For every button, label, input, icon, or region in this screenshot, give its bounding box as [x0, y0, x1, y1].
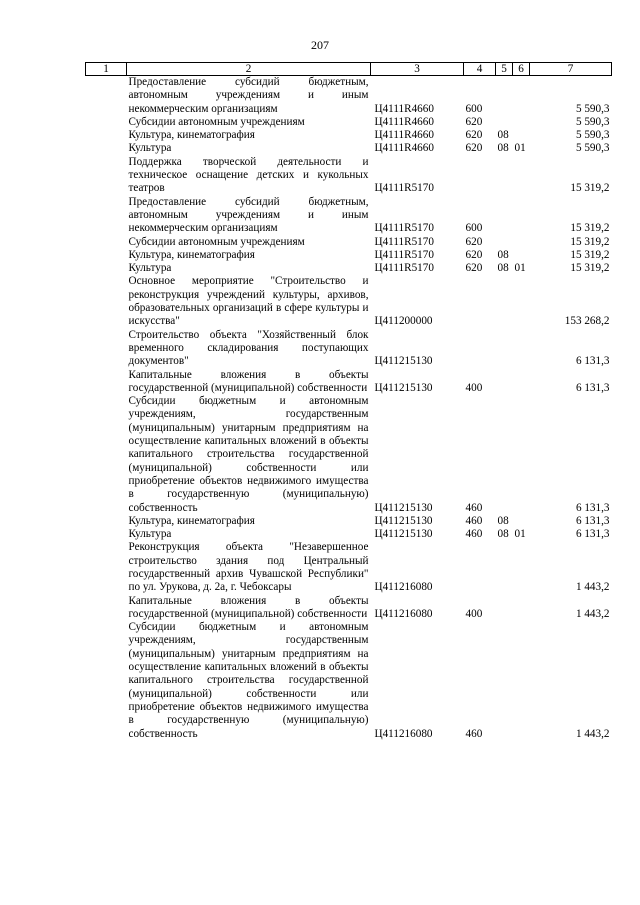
row-col5	[496, 76, 513, 116]
row-amount: 1 443,2	[575, 607, 610, 620]
row-name: Реконструкция объекта "Незавершенное строительство здания под Центральный государственный архив Чувашской Республики" по ул. Урукова, д. 2а, г. Чебоксары	[128, 541, 369, 594]
table-header-row	[86, 63, 612, 76]
row-code: Ц411215130	[374, 528, 433, 541]
row-empty-cell	[86, 156, 127, 196]
row-empty-cell	[86, 395, 127, 515]
row-col6	[513, 236, 530, 249]
row-amount: 153 268,2	[564, 315, 610, 328]
row-col4: 620	[465, 262, 483, 275]
row-amount: 5 590,3	[575, 142, 610, 155]
row-amount: 6 131,3	[575, 514, 610, 527]
row-col5	[496, 156, 513, 196]
row-empty-cell	[86, 76, 127, 116]
row-col5: 08	[497, 514, 509, 527]
row-col6	[513, 369, 530, 396]
table-row	[86, 129, 612, 142]
table-row	[86, 395, 612, 515]
row-empty-cell	[86, 196, 127, 236]
row-col5	[496, 621, 513, 741]
row-amount: 5 590,3	[575, 102, 610, 115]
header-col-4: 4	[464, 63, 496, 76]
row-col6: 01	[514, 528, 526, 541]
row-name: Культура	[128, 528, 172, 541]
row-code: Ц4111R4660	[374, 129, 434, 142]
row-col4	[464, 541, 496, 594]
row-empty-cell	[86, 528, 127, 541]
row-col5	[496, 369, 513, 396]
row-code: Ц4111R5170	[374, 222, 434, 235]
row-col4: 460	[465, 727, 483, 740]
row-empty-cell	[86, 515, 127, 528]
row-code: Ц4111R5170	[374, 262, 434, 275]
row-name: Субсидии автономным учреждениям	[128, 235, 305, 248]
row-col4	[464, 156, 496, 196]
row-code: Ц411215130	[374, 381, 433, 394]
row-amount: 1 443,2	[575, 581, 610, 594]
table-row	[86, 595, 612, 622]
row-amount: 6 131,3	[575, 501, 610, 514]
row-col6	[513, 621, 530, 741]
row-col6	[513, 196, 530, 236]
row-col4: 620	[465, 129, 483, 142]
budget-table	[85, 62, 612, 741]
row-empty-cell	[86, 116, 127, 129]
row-col6	[513, 116, 530, 129]
table-row	[86, 528, 612, 541]
row-code: Ц4111R5170	[374, 248, 434, 261]
row-col6	[513, 76, 530, 116]
page-number: 207	[311, 38, 329, 52]
row-code: Ц411215130	[374, 514, 433, 527]
row-code: Ц4111R4660	[374, 102, 434, 115]
row-code: Ц411215130	[374, 501, 433, 514]
row-col5	[496, 275, 513, 328]
table-row	[86, 236, 612, 249]
table-row	[86, 515, 612, 528]
header-col-1: 1	[86, 63, 127, 76]
row-empty-cell	[86, 262, 127, 275]
row-col6	[513, 329, 530, 369]
row-amount: 6 131,3	[575, 528, 610, 541]
row-col6	[513, 515, 530, 528]
row-name: Строительство объекта "Хозяйственный блок временного складирования поступающих документов"	[128, 328, 369, 368]
row-name: Капитальные вложения в объекты государственной (муниципальной) собственности	[128, 368, 369, 394]
table-row	[86, 621, 612, 741]
row-code: Ц411216080	[374, 607, 433, 620]
row-empty-cell	[86, 621, 127, 741]
row-col4	[464, 329, 496, 369]
row-name: Культура	[128, 142, 172, 155]
row-col4: 460	[465, 501, 483, 514]
row-name: Культура	[128, 262, 172, 275]
row-col6	[513, 595, 530, 622]
table-row	[86, 541, 612, 594]
row-code: Ц4111R5170	[374, 235, 434, 248]
row-amount: 15 319,2	[570, 235, 610, 248]
row-col5	[496, 595, 513, 622]
row-col4: 400	[465, 381, 483, 394]
row-col6: 01	[514, 262, 526, 275]
row-col5: 08	[497, 248, 509, 261]
row-code: Ц411200000	[374, 315, 433, 328]
row-col6	[513, 541, 530, 594]
table-row	[86, 156, 612, 196]
row-col4: 620	[465, 115, 483, 128]
row-col4: 620	[465, 142, 483, 155]
row-col4: 620	[465, 235, 483, 248]
header-col-7: 7	[530, 63, 612, 76]
row-amount: 6 131,3	[575, 381, 610, 394]
row-col4: 600	[465, 222, 483, 235]
row-amount: 5 590,3	[575, 129, 610, 142]
row-code: Ц411216080	[374, 727, 433, 740]
row-empty-cell	[86, 249, 127, 262]
row-code: Ц4111R5170	[374, 182, 434, 195]
row-name: Культура, кинематография	[128, 129, 255, 142]
table-row	[86, 369, 612, 396]
header-col-3: 3	[371, 63, 464, 76]
row-col5: 08	[497, 262, 509, 275]
row-name: Субсидии бюджетным и автономным учреждениям, государственным (муниципальным) унитарным предприятиям на осуществление капитальных вложений в объекты капитального строительства государственной (муниципальной) собственности или приобретение объектов недвижимого имущества в государственную (муниципальную) собственность	[128, 621, 369, 740]
row-empty-cell	[86, 329, 127, 369]
row-col5	[496, 196, 513, 236]
row-empty-cell	[86, 236, 127, 249]
row-col4: 460	[465, 514, 483, 527]
row-col4: 400	[465, 607, 483, 620]
row-name: Субсидии бюджетным и автономным учреждениям, государственным (муниципальным) унитарным предприятиям на осуществление капитальных вложений в объекты капитального строительства государственной (муниципальной) собственности или приобретение объектов недвижимого имущества в государственную (муниципальную) собственность	[128, 395, 369, 514]
row-empty-cell	[86, 275, 127, 328]
row-col4: 460	[465, 528, 483, 541]
header-col-5: 5	[496, 63, 513, 76]
row-col5	[496, 116, 513, 129]
row-name: Поддержка творческой деятельности и техническое оснащение детских и кукольных театров	[128, 155, 369, 195]
row-col6: 01	[514, 142, 526, 155]
row-col5	[496, 395, 513, 515]
row-amount: 15 319,2	[570, 222, 610, 235]
row-name: Предоставление субсидий бюджетным, автономным учреждениям и иным некоммерческим организациям	[128, 76, 369, 115]
table-row	[86, 142, 612, 155]
row-name: Субсидии автономным учреждениям	[128, 115, 305, 128]
row-amount: 1 443,2	[575, 727, 610, 740]
row-col5: 08	[497, 129, 509, 142]
row-name: Основное мероприятие "Строительство и реконструкция учреждений культуры, архивов, образовательных организаций в сфере культуры и искусства"	[128, 275, 369, 328]
table-row	[86, 275, 612, 328]
row-col5	[496, 541, 513, 594]
row-empty-cell	[86, 541, 127, 594]
table-row	[86, 116, 612, 129]
row-col4: 600	[465, 102, 483, 115]
row-col6	[513, 395, 530, 515]
table-row	[86, 329, 612, 369]
row-name: Предоставление субсидий бюджетным, автономным учреждениям и иным некоммерческим организациям	[128, 195, 369, 235]
row-amount: 6 131,3	[575, 355, 610, 368]
row-col4: 620	[465, 248, 483, 261]
table-row	[86, 196, 612, 236]
row-name: Культура, кинематография	[128, 248, 255, 261]
row-code: Ц4111R4660	[374, 115, 434, 128]
row-col6	[513, 275, 530, 328]
row-amount: 15 319,2	[570, 248, 610, 261]
row-col5	[496, 236, 513, 249]
row-empty-cell	[86, 595, 127, 622]
row-amount: 15 319,2	[570, 262, 610, 275]
table-row	[86, 262, 612, 275]
row-empty-cell	[86, 129, 127, 142]
header-col-2: 2	[127, 63, 371, 76]
table-row	[86, 249, 612, 262]
row-col6	[513, 156, 530, 196]
row-name: Капитальные вложения в объекты государственной (муниципальной) собственности	[128, 594, 369, 620]
row-amount: 15 319,2	[570, 182, 610, 195]
row-col6	[513, 129, 530, 142]
row-col6	[513, 249, 530, 262]
row-amount: 5 590,3	[575, 115, 610, 128]
table-row	[86, 76, 612, 116]
row-code: Ц411216080	[374, 581, 433, 594]
row-empty-cell	[86, 142, 127, 155]
row-name: Культура, кинематография	[128, 514, 255, 527]
header-col-6: 6	[513, 63, 530, 76]
row-col5: 08	[497, 142, 509, 155]
row-col5: 08	[497, 528, 509, 541]
row-col5	[496, 329, 513, 369]
row-code: Ц4111R4660	[374, 142, 434, 155]
row-code: Ц411215130	[374, 355, 433, 368]
row-empty-cell	[86, 369, 127, 396]
row-col4	[464, 275, 496, 328]
